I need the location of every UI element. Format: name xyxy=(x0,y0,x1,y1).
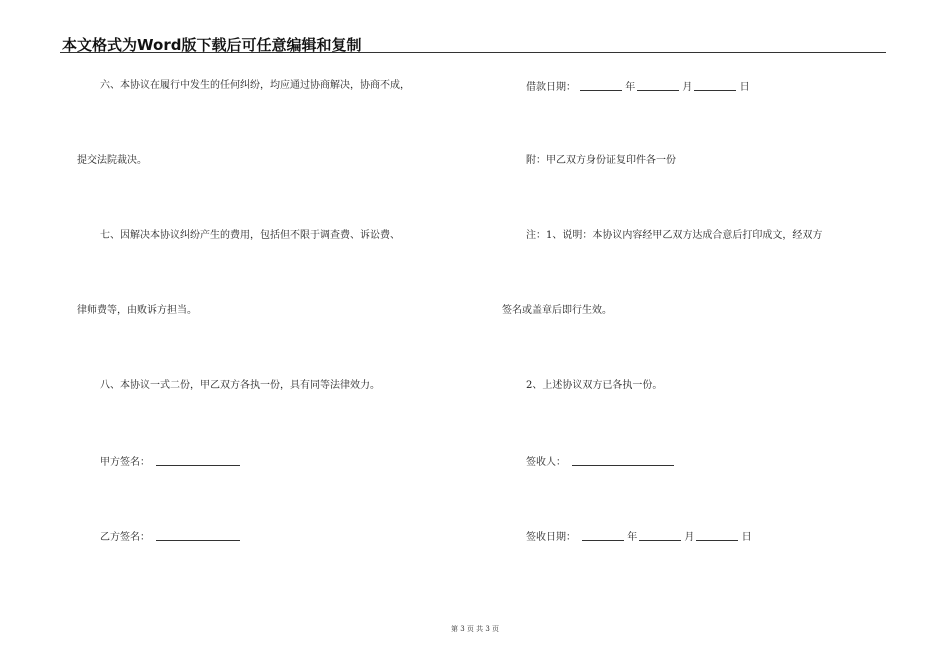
receiver-label: 签收人： xyxy=(526,457,566,468)
receipt-year-blank[interactable] xyxy=(582,530,624,541)
note-line-2: 签名或盖章后即行生效。 xyxy=(502,305,612,316)
receipt-day-label: 日 xyxy=(741,532,752,543)
party-a-signature-row xyxy=(100,455,240,469)
party-b-label: 乙方签名： xyxy=(100,532,150,543)
loan-date-row xyxy=(526,80,750,94)
loan-year-blank[interactable] xyxy=(580,80,622,91)
clause-7-line-1: 七、因解决本协议纠纷产生的费用，包括但不限于调查费、诉讼费、 xyxy=(100,230,400,241)
clause-8: 八、本协议一式二份，甲乙双方各执一份，具有同等法律效力。 xyxy=(100,380,380,391)
loan-day-label: 日 xyxy=(739,82,750,93)
loan-day-blank[interactable] xyxy=(694,80,736,91)
attachment-note: 附：甲乙双方身份证复印件各一份 xyxy=(526,155,676,166)
clause-7-line-2: 律师费等，由败诉方担当。 xyxy=(77,305,197,316)
party-a-signature-blank[interactable] xyxy=(156,455,240,466)
note-2: 2、上述协议双方已各执一份。 xyxy=(526,380,663,391)
loan-month-label: 月 xyxy=(682,82,693,93)
receipt-date-row xyxy=(526,530,752,544)
header-divider xyxy=(60,52,886,53)
loan-date-label: 借款日期： xyxy=(526,82,576,93)
receipt-month-label: 月 xyxy=(684,532,695,543)
clause-6-line-2: 提交法院裁决。 xyxy=(77,155,147,166)
receiver-signature-blank[interactable] xyxy=(572,455,674,466)
receipt-month-blank[interactable] xyxy=(639,530,681,541)
party-b-signature-row xyxy=(100,530,240,544)
party-b-signature-blank[interactable] xyxy=(156,530,240,541)
receipt-year-label: 年 xyxy=(627,532,638,543)
document-header-title: 本文格式为Word版下载后可任意编辑和复制 xyxy=(62,36,362,54)
page-number-footer: 第 3 页 共 3 页 xyxy=(450,625,500,633)
note-line-1: 注：1、说明：本协议内容经甲乙双方达成合意后打印成文，经双方 xyxy=(526,230,823,241)
receiver-row xyxy=(526,455,674,469)
loan-year-label: 年 xyxy=(625,82,636,93)
party-a-label: 甲方签名： xyxy=(100,457,150,468)
receipt-date-label: 签收日期： xyxy=(526,532,576,543)
clause-6-line-1: 六、本协议在履行中发生的任何纠纷，均应通过协商解决，协商不成， xyxy=(100,80,410,91)
receipt-day-blank[interactable] xyxy=(696,530,738,541)
loan-month-blank[interactable] xyxy=(637,80,679,91)
